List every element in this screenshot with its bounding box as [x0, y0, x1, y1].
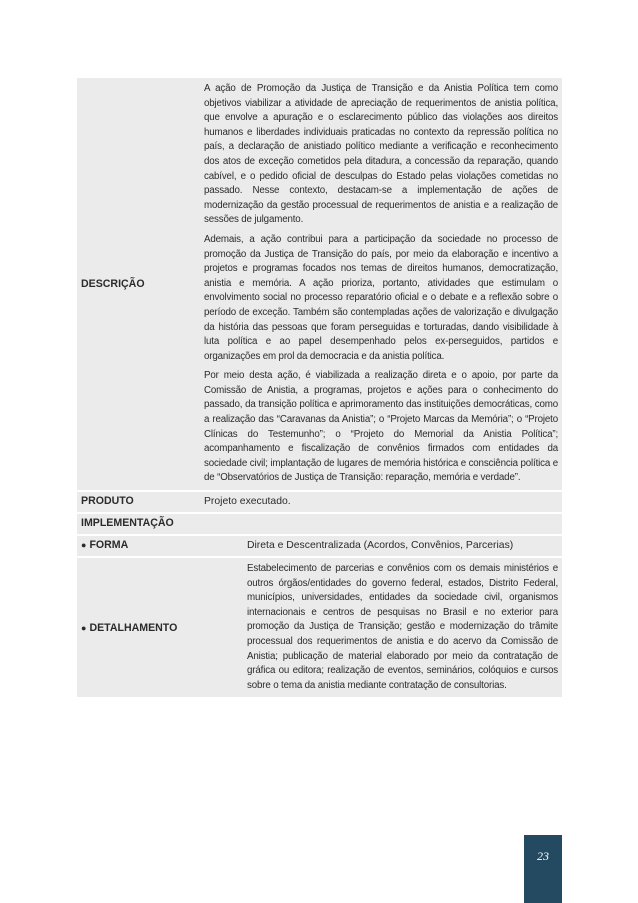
implementacao-label: IMPLEMENTAÇÃO — [81, 517, 174, 530]
descricao-row — [77, 78, 562, 490]
bullet-icon: ● — [81, 622, 87, 633]
descricao-paragraph-2: Ademais, a ação contribui para a participação da sociedade no processo de promoção da Justiça de Transição do país, por meio da elaboração e incentivo a projetos e programas focados nos temas de direitos humanos, democratização, anistia e memória. A ação prioriza, portanto, atividades que estimulam o envolvimento social no processo reparatório oficial e o debate e a reflexão sobre o período de exceção. Também são contempladas ações de valorização e divulgação da história das pessoas que foram perseguidas e torturadas, dando visibilidade à luta política e ao papel desempenhado pelos ex-perseguidos, partidos e organizações em prol da democracia e da anistia política. — [204, 233, 559, 362]
forma-label: FORMA — [89, 539, 129, 552]
program-table — [77, 78, 562, 697]
forma-row — [77, 536, 562, 556]
detalhamento-label: DETALHAMENTO — [89, 621, 178, 634]
produto-label: PRODUTO — [81, 495, 134, 508]
descricao-label: DESCRIÇÃO — [81, 278, 145, 291]
page-number: 23 — [524, 835, 562, 903]
detalhamento-value: Estabelecimento de parcerias e convênios com os demais ministérios e outros órgãos/entidades do governo federal, estados, Distrito Federal, municípios, universidades, entidades da sociedade civil, organismos internacionais e centros de pesquisas no Brasil e no exterior para promoção da Justiça de Transição; gestão e modernização do trâmite processual dos requerimentos de anistia e do acervo da Comissão de Anistia; publicação de material elaborado por meio da contratação de gráfica ou editora; realização de eventos, seminários, colóquios e cursos sobre o tema da anistia mediante contratação de consultorias. — [247, 563, 559, 691]
forma-value: Direta e Descentralizada (Acordos, Convênios, Parcerias) — [247, 540, 514, 552]
descricao-paragraph-1: A ação de Promoção da Justiça de Transição e da Anistia Política tem como objetivos viabilizar a atividade de apreciação de requerimentos de anistia política, que envolve a apuração e o esclarecimento público das violações aos direitos humanos e liberdades individuais praticadas no contexto da repressão política no país, a declaração de anistiado político mediante a verificação e reconhecimento dos atos de exceção cometidos pela ditadura, a concessão da reparação, quando cabível, e o pedido oficial de desculpas do Estado pelas violações cometidas no passado. Nesse contexto, destacam-se a implementação de ações de modernização da gestão processual de requerimentos de anistia e a realização de sessões de julgamento. — [204, 83, 559, 226]
forma-label-cell — [77, 536, 243, 556]
bullet-icon: ● — [81, 540, 87, 551]
produto-row — [77, 492, 562, 512]
descricao-value — [200, 78, 562, 490]
descricao-paragraph-3: Por meio desta ação, é viabilizada a realização direta e o apoio, por parte da Comissão de Anistia, a programas, projetos e ações para o conhecimento do passado, da transição política e aprimoramento das instituições democráticas, como a realização das “Caravanas da Anistia”; o “Projeto Marcas da Memória”; o “Projeto Clínicas do Testemunho”; o “Projeto do Memorial da Anistia Política”; acompanhamento e fiscalização de convênios firmados com entidades da sociedade civil; implantação de lugares de memória histórica e consciência política e de “Observatórios de Justiça de Transição: reparação, memória e verdade”. — [204, 370, 559, 484]
detalhamento-value-cell — [243, 558, 562, 697]
produto-value: Projeto executado. — [204, 496, 291, 508]
detalhamento-label-cell — [77, 558, 243, 697]
detalhamento-row — [77, 558, 562, 697]
implementacao-row — [77, 514, 562, 534]
